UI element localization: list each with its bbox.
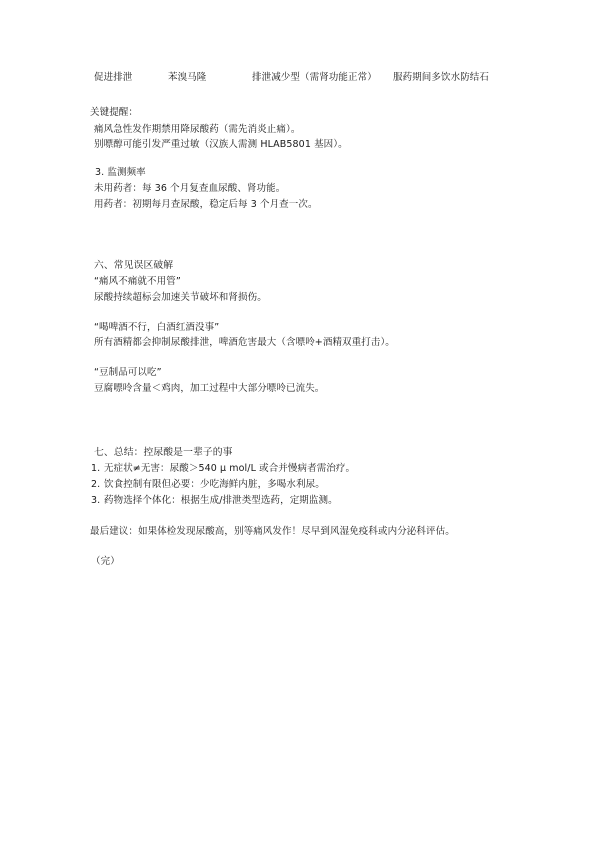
misconception-quote-3: “豆制品可以吃” (94, 367, 162, 378)
misconception-text-2: 所有酒精都会抑制尿酸排泄，啤酒危害最大（含嘌呤+酒精双重打击）。 (94, 337, 395, 348)
final-advice: 最后建议：如果体检发现尿酸高，别等痛风发作！尽早到风湿免疫科或内分泌科评估。 (90, 526, 455, 537)
table-cell-note: 服药期间多饮水防结石 (393, 72, 490, 83)
summary-item-3: 药物选择个体化：根据生成/排泄类型选药，定期监测。 (104, 495, 338, 506)
misconception-quote-1: “痛风不痛就不用管” (94, 276, 181, 287)
key-tip-1: 痛风急性发作期禁用降尿酸药（需先消炎止痛）。 (94, 124, 301, 135)
monitoring-heading: 3. 监测频率 (95, 167, 146, 178)
key-tips-heading: 关键提醒： (90, 107, 139, 118)
misconception-quote-2: “喝啤酒不行，白酒红酒没事” (94, 322, 220, 333)
misconception-text-1: 尿酸持续超标会加速关节破坏和肾损伤。 (94, 292, 267, 303)
key-tip-2: 别嘌醇可能引发严重过敏（汉族人需测 HLAB5801 基因）。 (94, 139, 348, 150)
summary-num-1: 1. (91, 463, 101, 474)
monitoring-item-2: 用药者：初期每月查尿酸，稳定后每 3 个月查一次。 (94, 199, 318, 210)
table-cell-type: 排泄减少型（需肾功能正常） (252, 72, 377, 83)
monitoring-item-1: 未用药者：每 36 个月复查血尿酸、肾功能。 (94, 183, 286, 194)
summary-num-2: 2. (91, 479, 101, 490)
table-cell-effect: 促进排泄 (94, 72, 133, 83)
summary-num-3: 3. (91, 495, 101, 506)
misconception-text-3: 豆腐嘌呤含量＜鸡肉，加工过程中大部分嘌呤已流失。 (94, 383, 325, 394)
summary-heading: 七、总结：控尿酸是一辈子的事 (94, 447, 233, 458)
summary-item-1: 无症状≠无害：尿酸＞540 μ mol/L 或合并慢病者需治疗。 (104, 463, 356, 474)
summary-item-2: 饮食控制有限但必要：少吃海鲜内脏，多喝水利尿。 (104, 479, 325, 490)
end-mark: （完） (91, 556, 120, 567)
misconceptions-heading: 六、常见误区破解 (94, 260, 174, 271)
table-cell-drug: 苯溴马隆 (168, 72, 207, 83)
